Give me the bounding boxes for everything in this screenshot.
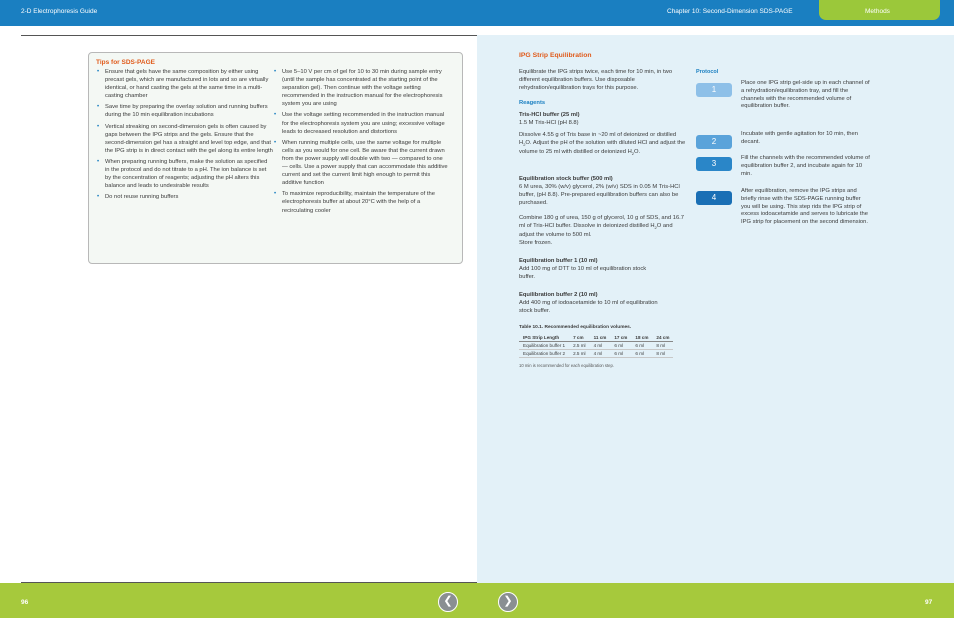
tris-title: Tris-HCl buffer (25 ml) xyxy=(519,112,580,118)
tip-item: • Save time by preparing the overlay solution and running buffers during the 10 min equilibration incubations xyxy=(96,103,273,119)
section-title: IPG Strip Equilibration xyxy=(519,52,592,59)
eq2-title: Equilibration buffer 2 (10 ml) xyxy=(519,292,598,298)
tip-item: • When running multiple cells, use the same voltage for multiple cells as you would for one cell. Be aware that the current drawn from the power supply will double with two — compared to one — cells. Use a power supply that can accommodate this additive current and set the current limit high enough to permit this additive function xyxy=(273,139,450,188)
intro-paragraph: Equilibrate the IPG strips twice, each time for 10 min, in two different equilibration buffers. Use disposable rehydration/equilibration trays for this purpose. xyxy=(519,69,673,91)
table-cell: 6 ml xyxy=(610,350,631,358)
stock-body-text: O and adjust the volume to 500 ml. xyxy=(519,222,673,238)
page-number-left: 96 xyxy=(21,599,29,606)
stock-line: 6 M urea, 30% (w/v) glycerol, 2% (w/v) SDS in 0.05 M Tris-HCl buffer, (pH 8.8). Pre-prepared equilibration buffers can also be purchased. xyxy=(519,184,680,206)
table-row xyxy=(519,342,673,350)
top-divider xyxy=(21,35,477,36)
step-3-badge: 3 xyxy=(696,157,732,171)
table-cell: Equilibration buffer 1 xyxy=(519,342,569,350)
step-4-badge: 4 xyxy=(696,191,732,205)
tips-left-column xyxy=(96,68,273,204)
stock-title: Equilibration stock buffer (500 ml) xyxy=(519,176,613,182)
methods-tab[interactable] xyxy=(819,0,940,20)
table-header: 7 cm xyxy=(569,334,590,342)
table-cell: 2.5 ml xyxy=(569,342,590,350)
tip-item: • Do not reuse running buffers xyxy=(96,193,273,201)
step-3-text: Fill the channels with the recommended volume of equilibration buffer 2, and incubate again for 10 min. xyxy=(741,155,870,177)
table-cell: 4 ml xyxy=(590,342,611,350)
tip-item: • When preparing running buffers, make the solution as specified in the protocol and do not titrate to a pH. The ion balance is set by the concentration of reagents; adjusting the pH alters this balance and leads to undesirable results xyxy=(96,158,273,190)
stock-body-text: Store frozen. xyxy=(519,239,553,246)
tris-line: 1.5 M Tris-HCl (pH 8.8) xyxy=(519,120,579,126)
table-header: 11 cm xyxy=(590,334,611,342)
header-bar xyxy=(0,0,954,26)
chevron-left-icon: ❮ xyxy=(443,595,453,607)
tips-right-column xyxy=(273,68,450,218)
page-number-right: 97 xyxy=(925,599,933,606)
tris-body-text: O. Adjust the pH of the solution with diluted HCl and adjust the volume to 25 ml with distilled or deionized H xyxy=(519,139,686,155)
guide-title: 2-D Electrophoresis Guide xyxy=(21,8,98,15)
subscript: 2 xyxy=(654,224,657,230)
table-row xyxy=(519,350,673,358)
step-1-text: Place one IPG strip gel-side up in each channel of a rehydration/equilibration tray, and fill the channels with the recommended volume of equilibration buffer. xyxy=(741,80,870,110)
tip-item: • Ensure that gels have the same composition by either using precast gels, which are manufactured in lots and so are virtually identical, or hand casting the gels at the same time in a multi-casting chamber xyxy=(96,68,273,100)
table-cell: 2.5 ml xyxy=(569,350,590,358)
eq1-title: Equilibration buffer 1 (10 ml) xyxy=(519,258,598,264)
step-2-badge: 2 xyxy=(696,135,732,149)
table-cell: Equilibration buffer 2 xyxy=(519,350,569,358)
tris-body-text: O. xyxy=(634,148,641,155)
table-cell: 6 ml xyxy=(610,342,631,350)
stock-body xyxy=(519,215,689,247)
tip-item: • Use the voltage setting recommended in the instruction manual for the electrophoresis system you are using; excessive voltage leads to decreased resolution and distortions xyxy=(273,111,450,135)
table-header: 17 cm xyxy=(610,334,631,342)
tris-body-text: Dissolve 4.55 g of Tris base in ~20 ml of deionized or distilled H xyxy=(519,132,677,146)
tips-box xyxy=(88,52,463,264)
stock-body-text: Combine 180 g of urea, 150 g of glycerol, 10 g of SDS, and 16.7 ml of Tris-HCl buffer. Dissolve in deionized distilled H xyxy=(519,215,684,229)
table-cell: 4 ml xyxy=(590,350,611,358)
step-2-text: Incubate with gentle agitation for 10 min, then decant. xyxy=(741,131,858,145)
table-header: IPG Strip Length xyxy=(519,334,569,342)
protocol-label: Protocol xyxy=(696,69,719,75)
table-title: Table 10.1. Recommended equilibration volumes. xyxy=(519,325,632,330)
tip-item: • Vertical streaking on second-dimension gels is often caused by gaps between the IPG strips and the gels. Ensure that the second-dimension gel has a straight and level top edge, and that the IPG strip is in direct contact with the gel along its entire length xyxy=(96,123,273,155)
step-1-badge: 1 xyxy=(696,83,732,97)
table-cell: 6 ml xyxy=(631,342,652,350)
reagents-heading: Reagents xyxy=(519,100,546,106)
chevron-right-icon: ❯ xyxy=(503,595,513,607)
table-header-row xyxy=(519,334,673,342)
table-cell: 8 ml xyxy=(652,350,673,358)
chapter-title: Chapter 10: Second-Dimension SDS-PAGE xyxy=(667,8,793,15)
table-header: 24 cm xyxy=(652,334,673,342)
tris-body xyxy=(519,132,689,158)
footer-bar xyxy=(0,583,954,618)
prev-page-button[interactable] xyxy=(438,592,458,612)
table-cell: 6 ml xyxy=(631,350,652,358)
eq2-body: Add 400 mg of iodoacetamide to 10 ml of equilibration stock buffer. xyxy=(519,300,658,314)
subscript: 2 xyxy=(523,141,526,147)
table-cell: 8 ml xyxy=(652,342,673,350)
tips-title: Tips for SDS-PAGE xyxy=(96,59,155,66)
tip-item: • To maximize reproducibility, maintain the temperature of the electrophoresis buffer at about 20°C with the help of a recirculating cooler xyxy=(273,190,450,214)
eq1-body: Add 100 mg of DTT to 10 ml of equilibration stock buffer. xyxy=(519,266,647,280)
subscript: 2 xyxy=(631,150,635,156)
step-4-text: After equilibration, remove the IPG strips and briefly rinse with the SDS-PAGE running buffer you will be using. This step rids the IPG strip of excess iodoacetamide and serves to lubricate the IPG strip for placement on the second dimension. xyxy=(741,188,868,226)
table-note: 10 min is recommended for each equilibration step. xyxy=(519,363,614,368)
next-page-button[interactable] xyxy=(498,592,518,612)
equilibration-table xyxy=(519,334,673,358)
tip-item: • Use 5–10 V per cm of gel for 10 to 30 min during sample entry (until the sample has concentrated at the starting point of the separation gel). Then continue with the voltage setting recommended in the instruction manual for the electrophoresis system you are using xyxy=(273,68,450,108)
methods-tab-label: Methods xyxy=(865,8,890,15)
table-header: 18 cm xyxy=(631,334,652,342)
